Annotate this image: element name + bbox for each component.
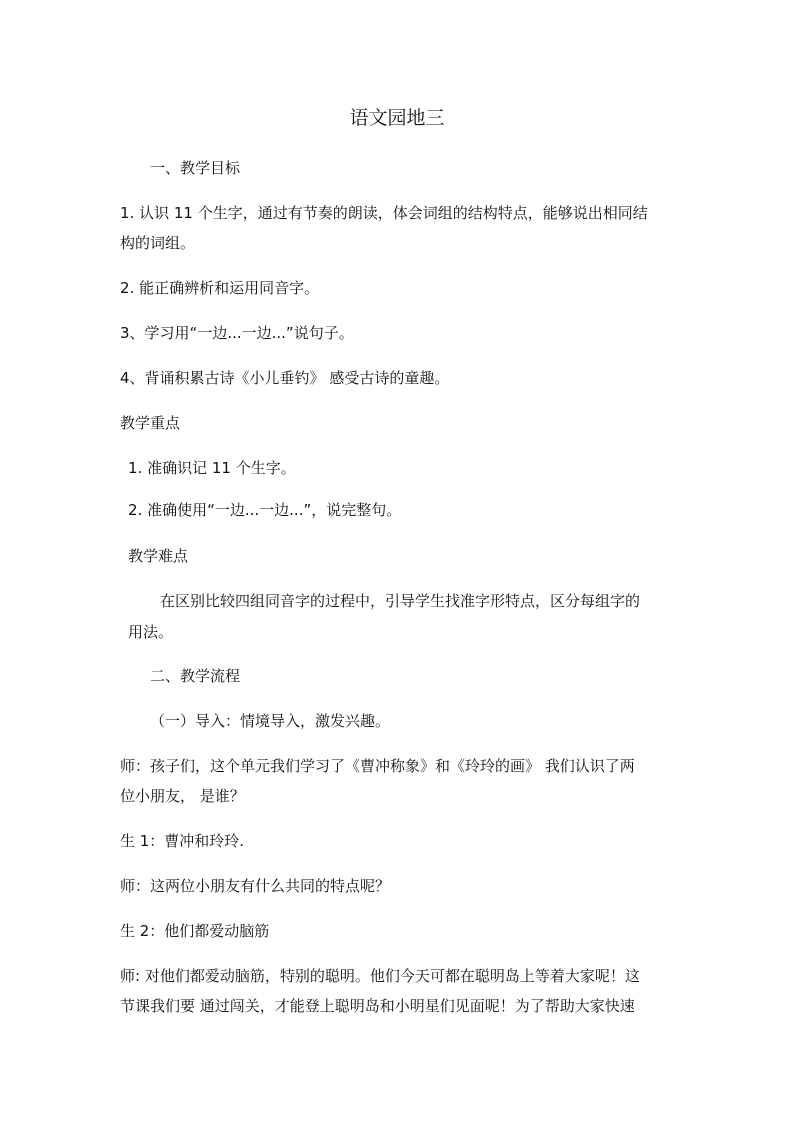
key-point-1: 1. 准确识记 11 个生字。 xyxy=(128,459,296,477)
section2-heading: 二、教学流程 xyxy=(150,667,241,685)
goal3: 3、学习用“一边...一边...”说句子。 xyxy=(120,324,354,342)
goal2: 2. 能正确辨析和运用同音字。 xyxy=(120,279,320,297)
teacher-line3a: 师: 对他们都爱动脑筋，特别的聪明。他们今天可都在聪明岛上等着大家呢！这 xyxy=(120,967,640,985)
key-points-heading: 教学重点 xyxy=(120,414,181,432)
document-title: 语文园地三 xyxy=(349,107,445,129)
goal4: 4、背诵积累古诗《小儿垂钓》 感受古诗的童趣。 xyxy=(120,369,450,387)
teacher-line3b: 节课我们要 通过闯关，才能登上聪明岛和小明星们见面呢！为了帮助大家快速 xyxy=(120,997,635,1015)
key-point-2: 2. 准确使用“一边...一边...”，说完整句。 xyxy=(128,501,402,519)
teacher-line1a: 师：孩子们，这个单元我们学习了《曹冲称象》和《玲玲的画》 我们认识了两 xyxy=(120,757,635,775)
student-line1: 生 1：曹冲和玲玲. xyxy=(120,832,245,850)
goal1-line1: 1. 认识 11 个生字，通过有节奏的朗读，体会词组的结构特点，能够说出相同结 xyxy=(120,204,648,222)
difficulties-heading: 教学难点 xyxy=(128,547,189,565)
section1-heading: 一、教学目标 xyxy=(150,159,241,177)
difficulties-line2: 用法。 xyxy=(128,623,174,641)
teacher-line2: 师：这两位小朋友有什么共同的特点呢？ xyxy=(120,877,391,895)
goal1-line2: 构的词组。 xyxy=(120,234,196,252)
student-line2: 生 2：他们都爱动脑筋 xyxy=(120,922,270,940)
section2-sub1: （一）导入：情境导入，激发兴趣。 xyxy=(150,712,391,730)
difficulties-line1: 在区别比较四组同音字的过程中，引导学生找准字形特点，区分每组字的 xyxy=(160,592,641,610)
teacher-line1b: 位小朋友， 是谁？ xyxy=(120,787,245,805)
